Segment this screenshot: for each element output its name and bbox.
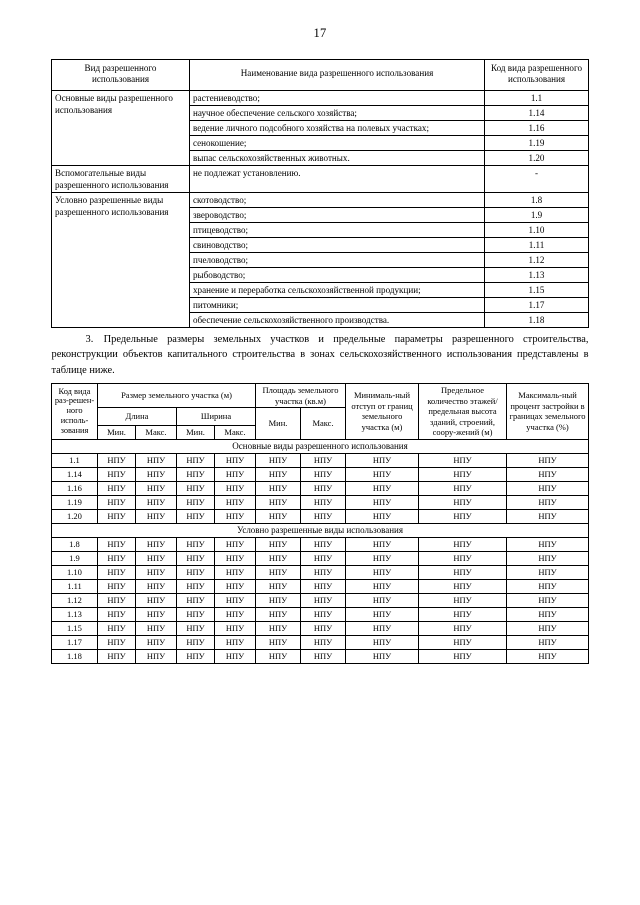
cell-parameter-value: НПУ — [419, 453, 507, 467]
column-header-name: Наименование вида разрешенного использования — [190, 59, 485, 91]
cell-parameter-value: НПУ — [256, 453, 301, 467]
column-header-setback: Минималь-ный отступ от границ земельного участка (м) — [346, 384, 419, 440]
cell-parameter-value: НПУ — [176, 509, 214, 523]
cell-parameter-value: НПУ — [301, 481, 346, 495]
cell-parameter-value: НПУ — [346, 565, 419, 579]
cell-use-name: обеспечение сельскохозяйственного производства. — [190, 313, 485, 328]
table-row — [51, 551, 588, 565]
table-row — [51, 635, 588, 649]
cell-use-name: не подлежат установлению. — [190, 166, 485, 193]
cell-use-code: 1.17 — [485, 298, 589, 313]
parameters-table — [51, 383, 589, 664]
cell-parameter-value: НПУ — [419, 649, 507, 663]
cell-parameter-value: НПУ — [346, 509, 419, 523]
cell-use-code: 1.8 — [485, 193, 589, 208]
cell-parameter-value: НПУ — [97, 635, 135, 649]
cell-parameter-value: НПУ — [301, 495, 346, 509]
cell-parameter-value: НПУ — [301, 467, 346, 481]
column-header-area-min: Мин. — [256, 408, 301, 440]
cell-use-name: скотоводство; — [190, 193, 485, 208]
cell-use-name: питомники; — [190, 298, 485, 313]
cell-parameter-value: НПУ — [256, 551, 301, 565]
cell-use-name: выпас сельскохозяйственных животных. — [190, 151, 485, 166]
cell-use-code: 1.14 — [485, 106, 589, 121]
cell-parameter-value: НПУ — [176, 621, 214, 635]
cell-use-code: 1.20 — [485, 151, 589, 166]
cell-use-name: научное обеспечение сельского хозяйства; — [190, 106, 485, 121]
column-header-length-max: Макс. — [135, 426, 176, 440]
cell-code: 1.11 — [51, 579, 97, 593]
table-row — [52, 91, 589, 106]
table-header-row — [52, 59, 589, 91]
paragraph-3: 3. Предельные размеры земельных участков и предельные параметры разрешенного строительства, реконструкции объектов капитального строительства в зонах сельскохозяйственного использования представлены в таблице ниже. — [51, 334, 589, 376]
cell-parameter-value: НПУ — [135, 481, 176, 495]
cell-parameter-value: НПУ — [135, 593, 176, 607]
table-row — [51, 565, 588, 579]
cell-parameter-value: НПУ — [419, 565, 507, 579]
column-header-width-min: Мин. — [176, 426, 214, 440]
cell-parameter-value: НПУ — [176, 495, 214, 509]
permitted-use-table — [51, 59, 589, 329]
column-header-width: Ширина — [176, 408, 255, 426]
column-header-plot-area: Площадь земельного участка (кв.м) — [256, 384, 346, 408]
cell-parameter-value: НПУ — [301, 593, 346, 607]
cell-parameter-value: НПУ — [214, 495, 255, 509]
cell-parameter-value: НПУ — [256, 635, 301, 649]
cell-parameter-value: НПУ — [176, 607, 214, 621]
cell-parameter-value: НПУ — [507, 565, 589, 579]
cell-code: 1.1 — [51, 453, 97, 467]
table-row — [51, 621, 588, 635]
cell-use-code: 1.19 — [485, 136, 589, 151]
cell-use-name: хранение и переработка сельскохозяйственной продукции; — [190, 283, 485, 298]
cell-parameter-value: НПУ — [97, 565, 135, 579]
cell-parameter-value: НПУ — [301, 551, 346, 565]
cell-parameter-value: НПУ — [256, 593, 301, 607]
cell-parameter-value: НПУ — [135, 649, 176, 663]
cell-parameter-value: НПУ — [256, 621, 301, 635]
cell-parameter-value: НПУ — [256, 579, 301, 593]
cell-parameter-value: НПУ — [346, 481, 419, 495]
cell-parameter-value: НПУ — [97, 467, 135, 481]
cell-parameter-value: НПУ — [135, 621, 176, 635]
cell-parameter-value: НПУ — [419, 621, 507, 635]
cell-parameter-value: НПУ — [346, 551, 419, 565]
cell-parameter-value: НПУ — [419, 495, 507, 509]
cell-use-code: 1.10 — [485, 223, 589, 238]
cell-parameter-value: НПУ — [301, 537, 346, 551]
cell-parameter-value: НПУ — [256, 509, 301, 523]
cell-parameter-value: НПУ — [301, 453, 346, 467]
cell-parameter-value: НПУ — [214, 635, 255, 649]
cell-parameter-value: НПУ — [507, 467, 589, 481]
cell-parameter-value: НПУ — [97, 509, 135, 523]
cell-code: 1.16 — [51, 481, 97, 495]
cell-parameter-value: НПУ — [176, 453, 214, 467]
parameters-table-wrapper — [0, 383, 640, 664]
cell-parameter-value: НПУ — [301, 565, 346, 579]
cell-parameter-value: НПУ — [97, 495, 135, 509]
cell-parameter-value: НПУ — [256, 537, 301, 551]
cell-parameter-value: НПУ — [176, 537, 214, 551]
cell-use-code: 1.11 — [485, 238, 589, 253]
table-row — [51, 607, 588, 621]
cell-code: 1.8 — [51, 537, 97, 551]
cell-use-name: пчеловодство; — [190, 253, 485, 268]
cell-parameter-value: НПУ — [256, 481, 301, 495]
cell-code: 1.12 — [51, 593, 97, 607]
table-row — [51, 453, 588, 467]
parameters-table-body — [51, 439, 588, 663]
cell-parameter-value: НПУ — [176, 579, 214, 593]
column-header-area-max: Макс. — [301, 408, 346, 440]
cell-use-code: 1.18 — [485, 313, 589, 328]
cell-parameter-value: НПУ — [214, 621, 255, 635]
cell-parameter-value: НПУ — [419, 635, 507, 649]
cell-parameter-value: НПУ — [419, 537, 507, 551]
table-row — [51, 495, 588, 509]
cell-use-name: ведение личного подсобного хозяйства на полевых участках; — [190, 121, 485, 136]
cell-parameter-value: НПУ — [176, 565, 214, 579]
column-header-plot-size: Размер земельного участка (м) — [97, 384, 255, 408]
cell-parameter-value: НПУ — [176, 551, 214, 565]
cell-parameter-value: НПУ — [97, 649, 135, 663]
cell-use-name: звероводство; — [190, 208, 485, 223]
cell-use-name: свиноводство; — [190, 238, 485, 253]
table-row — [51, 481, 588, 495]
cell-code: 1.15 — [51, 621, 97, 635]
cell-parameter-value: НПУ — [507, 607, 589, 621]
cell-parameter-value: НПУ — [301, 579, 346, 593]
cell-parameter-value: НПУ — [214, 509, 255, 523]
cell-parameter-value: НПУ — [97, 551, 135, 565]
cell-parameter-value: НПУ — [97, 621, 135, 635]
cell-parameter-value: НПУ — [176, 481, 214, 495]
cell-parameter-value: НПУ — [301, 635, 346, 649]
cell-parameter-value: НПУ — [256, 607, 301, 621]
section-header-row — [51, 439, 588, 453]
cell-code: 1.17 — [51, 635, 97, 649]
cell-parameter-value: НПУ — [346, 495, 419, 509]
cell-parameter-value: НПУ — [507, 453, 589, 467]
cell-parameter-value: НПУ — [301, 509, 346, 523]
section-header-row — [51, 523, 588, 537]
cell-parameter-value: НПУ — [419, 579, 507, 593]
cell-parameter-value: НПУ — [507, 621, 589, 635]
cell-use-name: рыбоводство; — [190, 268, 485, 283]
cell-parameter-value: НПУ — [346, 607, 419, 621]
cell-parameter-value: НПУ — [346, 635, 419, 649]
cell-use-code: 1.13 — [485, 268, 589, 283]
cell-parameter-value: НПУ — [507, 537, 589, 551]
cell-parameter-value: НПУ — [176, 649, 214, 663]
cell-parameter-value: НПУ — [214, 593, 255, 607]
cell-category: Вспомогательные виды разрешенного использования — [52, 166, 190, 193]
cell-parameter-value: НПУ — [419, 467, 507, 481]
section-title: Основные виды разрешенного использования — [51, 439, 588, 453]
cell-parameter-value: НПУ — [256, 565, 301, 579]
cell-parameter-value: НПУ — [301, 649, 346, 663]
cell-parameter-value: НПУ — [176, 467, 214, 481]
permitted-use-table-body — [52, 91, 589, 328]
column-header-length: Длина — [97, 408, 176, 426]
cell-code: 1.20 — [51, 509, 97, 523]
column-header-code-vida: Код вида раз-решен-ного исполь-зования — [51, 384, 97, 440]
cell-parameter-value: НПУ — [419, 509, 507, 523]
cell-parameter-value: НПУ — [214, 579, 255, 593]
cell-parameter-value: НПУ — [346, 649, 419, 663]
page-number: 17 — [313, 26, 327, 40]
cell-use-code: 1.9 — [485, 208, 589, 223]
cell-parameter-value: НПУ — [346, 621, 419, 635]
cell-code: 1.19 — [51, 495, 97, 509]
cell-parameter-value: НПУ — [97, 593, 135, 607]
column-header-floors-height: Предельное количество этажей/ предельная высота зданий, строений, соору-жений (м) — [419, 384, 507, 440]
cell-use-name: птицеводство; — [190, 223, 485, 238]
cell-parameter-value: НПУ — [346, 579, 419, 593]
table-row — [51, 467, 588, 481]
cell-parameter-value: НПУ — [97, 453, 135, 467]
cell-parameter-value: НПУ — [419, 593, 507, 607]
cell-parameter-value: НПУ — [214, 649, 255, 663]
cell-use-code: 1.15 — [485, 283, 589, 298]
cell-parameter-value: НПУ — [507, 509, 589, 523]
cell-parameter-value: НПУ — [135, 537, 176, 551]
table-row — [51, 537, 588, 551]
cell-parameter-value: НПУ — [346, 593, 419, 607]
cell-parameter-value: НПУ — [301, 621, 346, 635]
column-header-length-min: Мин. — [97, 426, 135, 440]
cell-parameter-value: НПУ — [507, 635, 589, 649]
cell-parameter-value: НПУ — [214, 467, 255, 481]
cell-parameter-value: НПУ — [346, 467, 419, 481]
cell-parameter-value: НПУ — [507, 593, 589, 607]
cell-parameter-value: НПУ — [214, 453, 255, 467]
cell-category: Основные виды разрешенного использования — [52, 91, 190, 166]
cell-parameter-value: НПУ — [97, 579, 135, 593]
permitted-use-table-wrapper — [0, 59, 640, 329]
cell-parameter-value: НПУ — [419, 481, 507, 495]
cell-parameter-value: НПУ — [135, 467, 176, 481]
cell-parameter-value: НПУ — [214, 537, 255, 551]
cell-parameter-value: НПУ — [214, 607, 255, 621]
cell-parameter-value: НПУ — [176, 593, 214, 607]
table-row — [51, 579, 588, 593]
cell-parameter-value: НПУ — [135, 579, 176, 593]
table-row — [52, 193, 589, 208]
cell-parameter-value: НПУ — [346, 537, 419, 551]
cell-use-code: - — [485, 166, 589, 193]
column-header-category: Вид разрешенного использования — [52, 59, 190, 91]
cell-code: 1.14 — [51, 467, 97, 481]
cell-parameter-value: НПУ — [301, 607, 346, 621]
cell-parameter-value: НПУ — [346, 453, 419, 467]
cell-parameter-value: НПУ — [256, 467, 301, 481]
cell-parameter-value: НПУ — [135, 509, 176, 523]
cell-use-code: 1.12 — [485, 253, 589, 268]
cell-code: 1.10 — [51, 565, 97, 579]
column-header-coverage-percent: Максималь-ный процент застройки в границах земельного участка (%) — [507, 384, 589, 440]
cell-parameter-value: НПУ — [97, 537, 135, 551]
cell-parameter-value: НПУ — [176, 635, 214, 649]
column-header-width-max: Макс. — [214, 426, 255, 440]
cell-parameter-value: НПУ — [135, 565, 176, 579]
table-row — [52, 166, 589, 193]
cell-parameter-value: НПУ — [256, 649, 301, 663]
cell-code: 1.18 — [51, 649, 97, 663]
cell-use-code: 1.1 — [485, 91, 589, 106]
cell-use-name: сенокошение; — [190, 136, 485, 151]
cell-parameter-value: НПУ — [256, 495, 301, 509]
parameters-header-row-1 — [51, 384, 588, 408]
cell-code: 1.13 — [51, 607, 97, 621]
cell-parameter-value: НПУ — [214, 481, 255, 495]
cell-code: 1.9 — [51, 551, 97, 565]
cell-parameter-value: НПУ — [507, 481, 589, 495]
cell-parameter-value: НПУ — [135, 551, 176, 565]
cell-use-code: 1.16 — [485, 121, 589, 136]
cell-parameter-value: НПУ — [507, 551, 589, 565]
cell-parameter-value: НПУ — [135, 607, 176, 621]
section-title: Условно разрешенные виды использования — [51, 523, 588, 537]
cell-parameter-value: НПУ — [419, 607, 507, 621]
cell-category: Условно разрешенные виды разрешенного использования — [52, 193, 190, 328]
table-row — [51, 509, 588, 523]
cell-parameter-value: НПУ — [135, 453, 176, 467]
cell-parameter-value: НПУ — [419, 551, 507, 565]
cell-parameter-value: НПУ — [135, 635, 176, 649]
cell-parameter-value: НПУ — [507, 495, 589, 509]
cell-parameter-value: НПУ — [507, 649, 589, 663]
table-row — [51, 593, 588, 607]
cell-parameter-value: НПУ — [507, 579, 589, 593]
cell-parameter-value: НПУ — [214, 565, 255, 579]
column-header-code: Код вида разрешенного использования — [485, 59, 589, 91]
cell-parameter-value: НПУ — [97, 607, 135, 621]
cell-parameter-value: НПУ — [97, 481, 135, 495]
cell-parameter-value: НПУ — [135, 495, 176, 509]
cell-use-name: растениеводство; — [190, 91, 485, 106]
table-row — [51, 649, 588, 663]
cell-parameter-value: НПУ — [214, 551, 255, 565]
